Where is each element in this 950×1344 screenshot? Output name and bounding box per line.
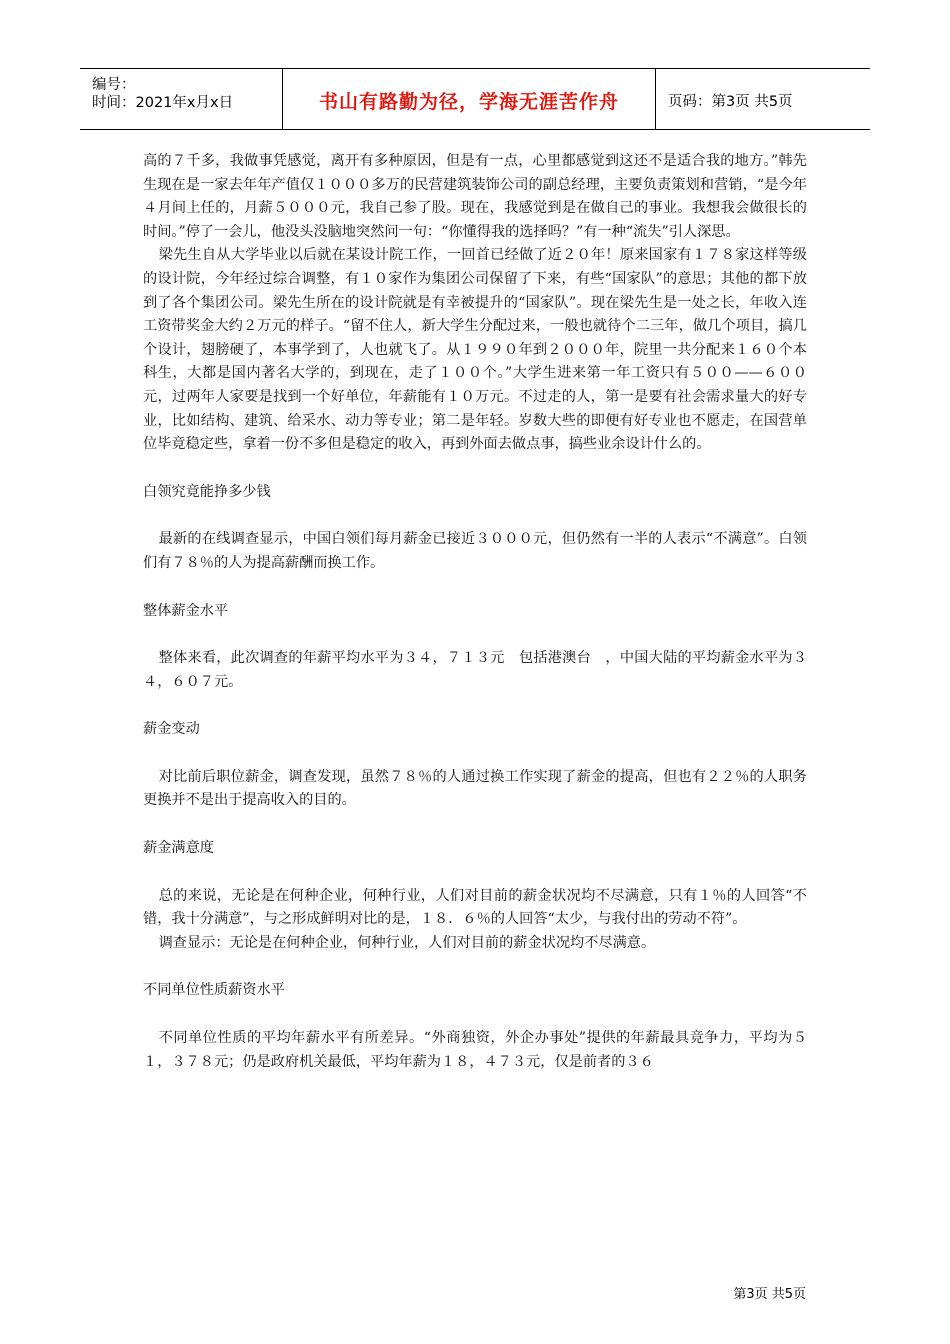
section-heading-unit-type: 不同单位性质薪资水平 <box>143 982 285 999</box>
header-motto-cell <box>283 69 656 129</box>
spacer <box>143 1003 807 1027</box>
paragraph-unit-type: 不同单位性质的平均年薪水平有所差异。“外商独资，外企办事处”提供的年薪最具竞争力，平均为５１，３７８元；仍是政府机关最低，平均年薪为１８，４７３元，仅是前者的３６ <box>143 1030 807 1070</box>
paragraph-change: 对比前后职位薪金，调查发现，虽然７８％的人通过换工作实现了薪金的提高，但也有２２％的人职务更换并不是出于提高收入的目的。 <box>143 768 807 809</box>
spacer <box>143 576 807 600</box>
section-heading-overall: 整体薪金水平 <box>143 602 229 619</box>
section-heading-satisfaction: 薪金满意度 <box>143 840 214 857</box>
header-page-number: 页码：第3页 共5页 <box>668 94 793 110</box>
paragraph-liang: 梁先生自从大学毕业以后就在某设计院工作，一回首已经做了近２０年！原来国家有１７８家这样等级的设计院，今年经过综合调整，有１０家作为集团公司保留了下来，有些“国家队”的意思；其他的都下放到了各个集团公司。梁先生所在的设计院就是有幸被提升的“国家队”。现在梁先生是一处之长，年收入连工资带奖金大约２万元的样子。“留不住人，新大学生分配过来，一般也就待个二三年，做几个项目，搞几个设计，翅膀硬了，本事学到了，人也就飞了。从１９９０年到２０００年，院里一共分配来１６０个本科生，大都是国内著名大学的，到现在，走了１００个。”大学生进来第一年工资只有５００——６００元，过两年人家要是找到一个好单位，年薪能有１０万元。不过走的人，第一是要有社会需求量大的好专业，比如结构、建筑、给采水、动力等专业；第二是年轻。岁数大些的即便有好专业也不愿走，在国营单位毕竟稳定些，拿着一份不多但是稳定的收入，再到外面去做点事，搞些业余设计什么的。 <box>143 247 807 453</box>
spacer <box>143 861 807 885</box>
section-heading-change: 薪金变动 <box>143 721 200 738</box>
spacer <box>143 623 807 647</box>
paragraph-satisfaction: 总的来说，无论是在何种企业，何种行业，人们对目前的薪金状况均不尽满意，只有１％的人回答“不错，我十分满意”，与之形成鲜明对比的是，１８．６％的人回答“太少，与我付出的劳动不符”。 <box>143 887 807 928</box>
page-header <box>80 68 870 130</box>
spacer <box>143 955 807 979</box>
spacer <box>143 457 807 481</box>
paragraph-survey-result: 调查显示：无论是在何种企业，何种行业，人们对目前的薪金状况均不尽满意。 <box>158 934 656 951</box>
spacer <box>143 504 807 528</box>
paragraph-overall: 整体来看，此次调查的年薪平均水平为３４，７１３元 包括港澳台 ，中国大陆的平均薪金水平为３４，６０７元。 <box>143 650 807 690</box>
spacer <box>143 813 807 837</box>
section-heading-earnings: 白领究竟能挣多少钱 <box>143 483 271 500</box>
spacer <box>143 694 807 718</box>
document-number-label: 编号： <box>92 77 136 93</box>
page-footer-number: 第3页 共5页 <box>733 1287 806 1302</box>
header-page-cell <box>656 69 870 129</box>
paragraph-survey: 最新的在线调查显示，中国白领们每月薪金已接近３０００元，但仍然有一半的人表示“不满意”。白领们有７８％的人为提高薪酬而换工作。 <box>143 531 807 571</box>
document-body <box>143 150 807 1074</box>
spacer <box>143 742 807 766</box>
header-motto: 书山有路勤为径，学海无涯苦作舟 <box>318 91 619 113</box>
paragraph-han: 高的７千多，我做事凭感觉，离开有多种原因，但是有一点，心里都感觉到这还不是适合我的地方。”韩先生现在是一家去年年产值仅１０００多万的民营建筑装饰公司的副总经理，主要负责策划和营销，“是今年４月间上任的，月薪５０００元，我自己参了股。现在，我感觉到是在做自己的事业。我想我会做很长的时间。”停了一会儿，他没头没脑地突然问一句：“你懂得我的选择吗？”有一种“流失”引人深思。 <box>143 153 807 240</box>
header-info-cell <box>80 69 283 129</box>
document-time-label: 时间：2021年x月x日 <box>92 95 234 111</box>
